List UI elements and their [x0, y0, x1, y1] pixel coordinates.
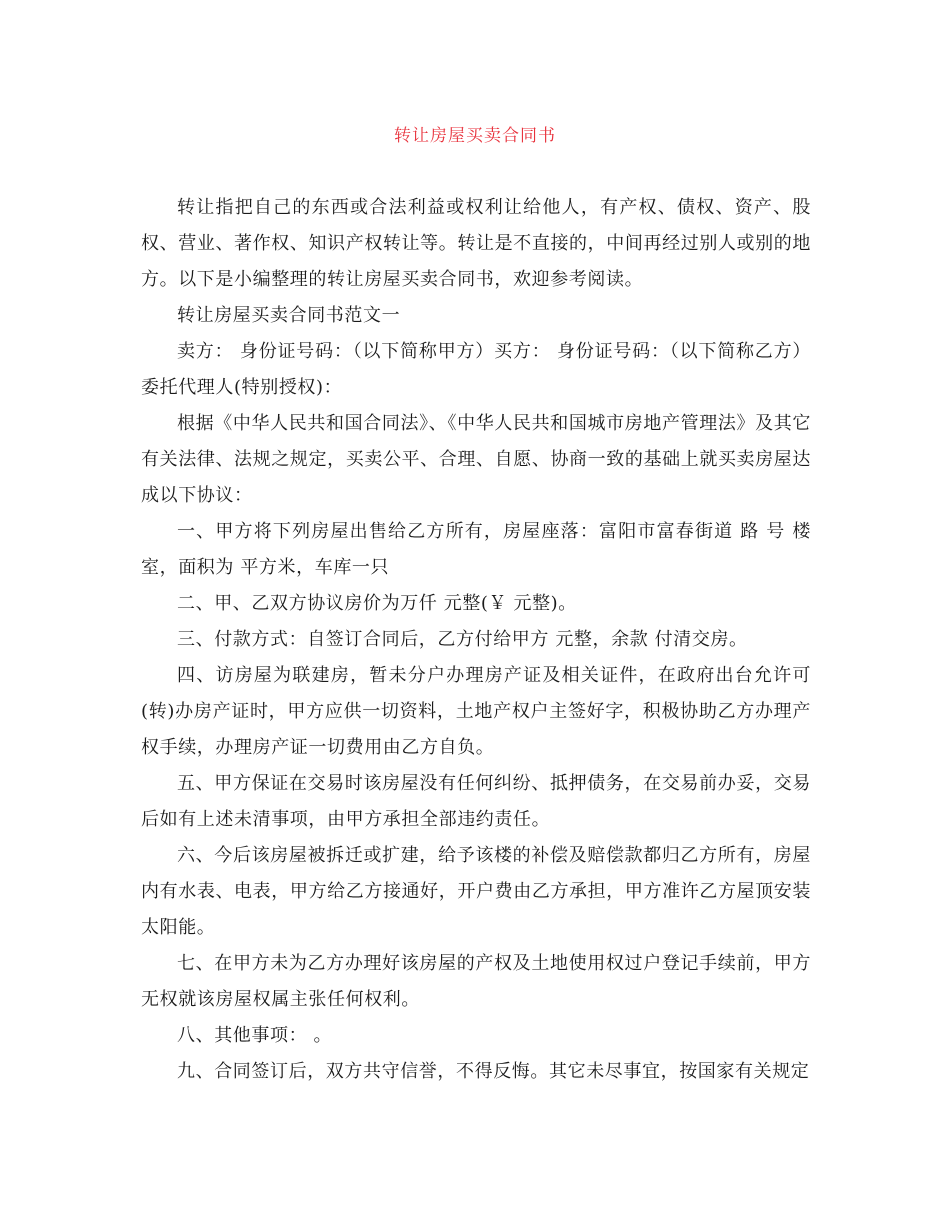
clause-7: 七、在甲方未为乙方办理好该房屋的产权及土地使用权过户登记手续前，甲方无权就该房屋权属主张任何权利。 — [141, 953, 811, 1010]
paragraph-sample-heading: 转让房屋买卖合同书范文一 — [177, 305, 401, 326]
clause-2: 二、甲、乙双方协议房价为万仟 元整(￥ 元整)。 — [177, 593, 577, 614]
paragraph-intro: 转让指把自己的东西或合法利益或权利让给他人，有产权、债权、资产、股权、营业、著作权、知识产权转让等。转让是不直接的，中间再经过别人或别的地方。以下是小编整理的转让房屋买卖合同书，欢迎参考阅读。 — [141, 197, 811, 290]
clause-9: 九、合同签订后，双方共守信誉，不得反悔。其它未尽事宜，按国家有关规定 — [177, 1061, 810, 1082]
clause-1: 一、甲方将下列房屋出售给乙方所有，房屋座落：富阳市富春街道 路 号 楼 室，面积为 平方米，车库一只 — [141, 521, 811, 578]
clause-4: 四、访房屋为联建房，暂未分户办理房产证及相关证件，在政府出台允许可(转)办房产证时，甲方应供一切资料，土地产权户主签好字，积极协助乙方办理产权手续，办理房产证一切费用由乙方自负。 — [141, 665, 811, 758]
clause-8: 八、其他事项： 。 — [177, 1025, 333, 1046]
paragraph-legal-basis: 根据《中华人民共和国合同法》、《中华人民共和国城市房地产管理法》及其它有关法律、法规之规定，买卖公平、合理、自愿、协商一致的基础上就买卖房屋达成以下协议： — [141, 413, 811, 506]
clause-6: 六、今后该房屋被拆迁或扩建，给予该楼的补偿及赔偿款都归乙方所有，房屋内有水表、电表，甲方给乙方接通好，开户费由乙方承担，甲方准许乙方屋顶安装太阳能。 — [141, 845, 811, 938]
document-title: 转让房屋买卖合同书 — [394, 126, 556, 146]
clause-3: 三、付款方式：自签订合同后，乙方付给甲方 元整，余款 付清交房。 — [177, 629, 748, 650]
clause-5: 五、甲方保证在交易时该房屋没有任何纠纷、抵押债务，在交易前办妥，交易后如有上述未清事项，由甲方承担全部违约责任。 — [141, 773, 811, 830]
paragraph-parties: 卖方： 身份证号码：（以下简称甲方）买方： 身份证号码：（以下简称乙方）委托代理人(特别授权)： — [141, 341, 811, 398]
document-body — [141, 190, 811, 1090]
